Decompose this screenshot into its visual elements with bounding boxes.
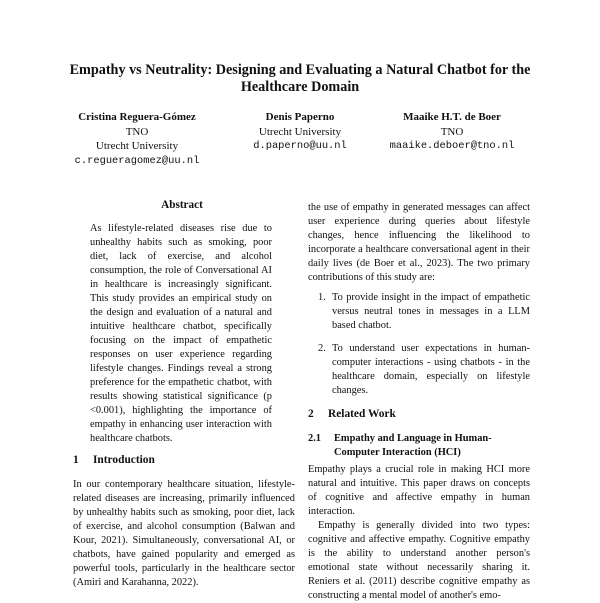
contributions-list-continued bbox=[308, 342, 530, 398]
list-item-number: 1. bbox=[318, 292, 326, 303]
author-affiliation: TNO bbox=[440, 125, 464, 138]
section-title: Introduction bbox=[93, 454, 155, 466]
related-work-paragraph-2: Empathy is generally divided into two types: cognitive and affective empathy. Cognitive empathy is the ability to understand another person's emotional state without necessarily sharing it. Reniers et al. (2011) describe cognitive empathy as constructing a mental model of another's emo- bbox=[308, 520, 530, 601]
author-1 bbox=[62, 110, 212, 168]
author-affiliation: Utrecht University bbox=[95, 140, 179, 153]
section-heading-introduction bbox=[73, 454, 155, 466]
subsection-number: 2.1 bbox=[308, 433, 321, 444]
author-affiliation: TNO bbox=[125, 125, 149, 138]
section-heading-related-work bbox=[308, 408, 396, 420]
subsection-title: Empathy and Language in Human-Computer Interaction (HCI) bbox=[334, 433, 492, 458]
author-email: d.paperno@uu.nl bbox=[253, 140, 347, 153]
subsection-heading bbox=[308, 432, 530, 459]
abstract-heading: Abstract bbox=[161, 199, 203, 211]
list-item-text: To provide insight in the impact of empathetic versus neutral tones in messages in a LLM based chatbot. bbox=[332, 292, 530, 331]
introduction-paragraph: In our contemporary healthcare situation, lifestyle-related diseases are increasing, primarily influenced by unhealthy habits such as smoking, poor diet, lack of exercise, and alcohol consumption (Balwan and Kour, 2021). Simultaneously, conversational AI, or chatbots, have gained popularity and emerged as powerful tools, particularly in the healthcare sector (Amiri and Karahanna, 2022). bbox=[73, 479, 295, 588]
list-item-number: 2. bbox=[318, 343, 326, 354]
section-number: 1 bbox=[73, 454, 79, 466]
contributions-list bbox=[308, 291, 530, 333]
abstract-text: As lifestyle-related diseases rise due to unhealthy habits such as smoking, poor diet, lack of exercise, and alcohol consumption, the role of Conversational AI in healthcare is increasingly significant. This study provides an empirical study on the design and evaluation of a natural and intuitive healthcare chatbot, specifically focusing on the impact of empathetic responses on user experience regarding lifestyle changes. Findings reveal a strong preference for the empathetic chatbot, with results showing statistical significance (p <0.001), highlighting the importance of empathy in enhancing user interaction with healthcare chatbots. bbox=[90, 223, 272, 444]
author-name: Denis Paperno bbox=[265, 111, 335, 123]
list-item bbox=[308, 342, 530, 398]
paper-title: Empathy vs Neutrality: Designing and Evaluating a Natural Chatbot for the Healthcare Domain bbox=[69, 62, 531, 95]
author-3 bbox=[372, 110, 532, 154]
author-name: Cristina Reguera-Gómez bbox=[78, 111, 196, 123]
author-2 bbox=[235, 110, 365, 154]
section-title: Related Work bbox=[328, 408, 396, 420]
author-name: Maaike H.T. de Boer bbox=[403, 111, 501, 123]
author-email: c.regueragomez@uu.nl bbox=[74, 154, 200, 167]
related-work-paragraph-1: Empathy plays a crucial role in making HCI more natural and intuitive. This paper draws on concepts of cognitive and affective empathy in human interaction. bbox=[308, 464, 530, 517]
section-number: 2 bbox=[308, 408, 314, 420]
author-email: maaike.deboer@tno.nl bbox=[389, 140, 515, 153]
list-item-text: To understand user expectations in human-computer interactions - using chatbots - in the healthcare domain, especially on lifestyle changes. bbox=[332, 343, 530, 396]
list-item bbox=[308, 291, 530, 333]
continuation-paragraph: the use of empathy in generated messages can affect user experience during queries about lifestyle changes, hence influencing the likelihood to incorporate a healthcare conversational agent in their daily lives (de Boer et al., 2023). The two primary contributions of this study are: bbox=[308, 202, 530, 283]
author-affiliation: Utrecht University bbox=[258, 125, 342, 138]
